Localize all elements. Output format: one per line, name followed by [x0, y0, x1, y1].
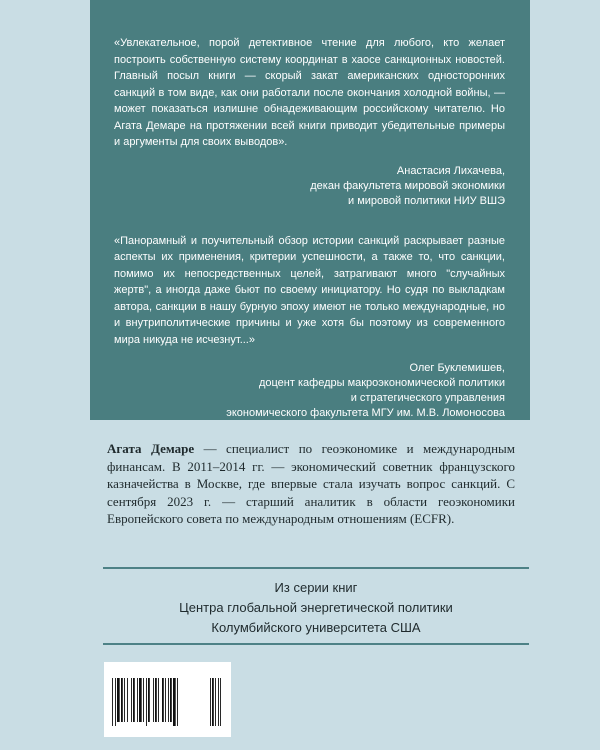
review-signature-1 — [114, 164, 505, 209]
series-top-rule — [103, 567, 529, 569]
series-bottom-rule — [103, 643, 529, 645]
barcode — [104, 662, 231, 737]
reviews-panel — [90, 0, 530, 420]
review-role-2a: доцент кафедры макроэкономической политики — [258, 377, 505, 389]
barcode-graphic — [104, 662, 231, 737]
review-role-2c: экономического факультета МГУ им. М.В. Ломоносова — [226, 407, 505, 419]
review-quote-2: «Панорамный и поучительный обзор истории санкций раскрывает разные аспекты их применения, критерии успешности, а также то, что санкции, помимо их непосредственных целей, затрагивают много "случайных жертв", а иногда даже бьют по своему инициатору. Но судя по выкладкам автора, санкции в нашу бурную эпоху имеют не только международные, но и внутриполитические причины и уже хотя бы поэтому из современного мира никуда не исчезнут...» — [114, 234, 505, 346]
series-line-3: Колумбийского университета США — [211, 620, 421, 635]
series-line-2: Центра глобальной энергетической политики — [179, 600, 453, 615]
review-author-2: Олег Буклемишев, — [409, 362, 505, 374]
author-name: Агата Демаре — [107, 441, 195, 456]
review-signature-2 — [114, 361, 505, 421]
review-quote-1: «Увлекательное, порой детективное чтение для любого, кто желает построить собственную систему координат в хаосе санкционных новостей. Главный посыл книги — скорый закат американских односторонних санкций в том виде, как они работали после окончания холодной войны, — может показаться излишне обнадеживающим российскому читателю. Но Агата Демаре на протяжении всей книги приводит убедительные примеры и аргументы для своих выводов». — [114, 37, 505, 148]
series-line-1: Из серии книг — [274, 580, 358, 595]
series-block — [103, 578, 529, 638]
author-bio-text: — специалист по геоэкономике и международным финансам. В 2011–2014 гг. — экономический советник французского казначейства в Москве, где впервые стала изучать вопрос санкций. С сентября 2023 г. — старший аналитик в области геоэкономики Европейского совета по международным отношениям (ECFR). — [107, 441, 515, 526]
author-bio — [107, 440, 515, 528]
review-role-2b: и стратегического управления — [350, 392, 505, 404]
review-role-1b: и мировой политики НИУ ВШЭ — [348, 194, 505, 207]
review-role-1a: декан факультета мировой экономики — [310, 179, 505, 192]
review-author-1: Анастасия Лихачева, — [396, 164, 505, 177]
